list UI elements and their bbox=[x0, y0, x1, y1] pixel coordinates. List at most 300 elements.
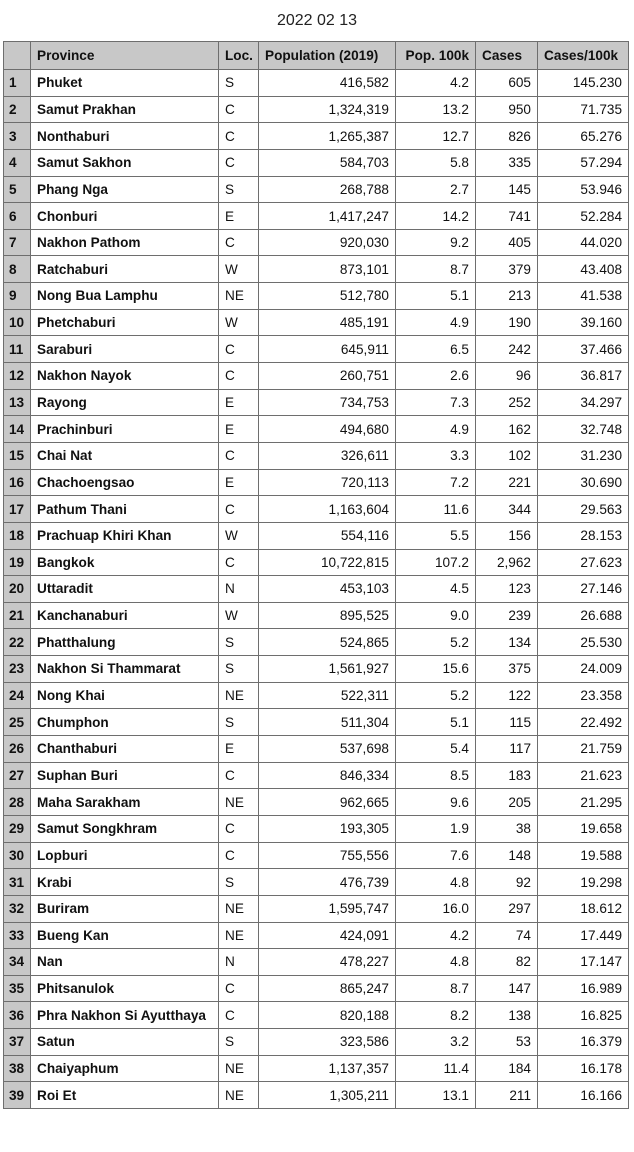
loc-column-header: Loc. bbox=[219, 42, 259, 70]
province-cell: Roi Et bbox=[31, 1082, 219, 1109]
row-index-cell: 9 bbox=[4, 283, 31, 310]
province-cell: Phetchaburi bbox=[31, 309, 219, 336]
loc-cell: C bbox=[219, 762, 259, 789]
table-row bbox=[4, 656, 629, 683]
population-cell: 873,101 bbox=[259, 256, 396, 283]
cases-cell: 379 bbox=[476, 256, 538, 283]
pop100k-cell: 8.2 bbox=[396, 1002, 476, 1029]
row-index-cell: 18 bbox=[4, 522, 31, 549]
pop100k-cell: 4.9 bbox=[396, 309, 476, 336]
population-cell: 846,334 bbox=[259, 762, 396, 789]
pop100k-cell: 7.3 bbox=[396, 389, 476, 416]
loc-cell: W bbox=[219, 522, 259, 549]
cases-cell: 162 bbox=[476, 416, 538, 443]
loc-cell: NE bbox=[219, 1082, 259, 1109]
row-index-cell: 29 bbox=[4, 815, 31, 842]
table-row bbox=[4, 283, 629, 310]
row-index-cell: 1 bbox=[4, 70, 31, 97]
cases-cell: 741 bbox=[476, 203, 538, 230]
cases-cell: 138 bbox=[476, 1002, 538, 1029]
province-cell: Chonburi bbox=[31, 203, 219, 230]
pop100k-cell: 4.8 bbox=[396, 869, 476, 896]
table-row bbox=[4, 442, 629, 469]
province-cell: Phra Nakhon Si Ayutthaya bbox=[31, 1002, 219, 1029]
cases-cell: 335 bbox=[476, 149, 538, 176]
cases-per-100k-cell: 65.276 bbox=[538, 123, 629, 150]
cases-cell: 211 bbox=[476, 1082, 538, 1109]
province-cell: Lopburi bbox=[31, 842, 219, 869]
pop100k-cell: 5.4 bbox=[396, 736, 476, 763]
row-index-cell: 38 bbox=[4, 1055, 31, 1082]
row-index-cell: 2 bbox=[4, 96, 31, 123]
cases-cell: 117 bbox=[476, 736, 538, 763]
cases-per-100k-cell: 52.284 bbox=[538, 203, 629, 230]
pop100k-cell: 4.9 bbox=[396, 416, 476, 443]
population-cell: 511,304 bbox=[259, 709, 396, 736]
province-cell: Suphan Buri bbox=[31, 762, 219, 789]
loc-cell: NE bbox=[219, 922, 259, 949]
cases-cell: 145 bbox=[476, 176, 538, 203]
cases-cell: 221 bbox=[476, 469, 538, 496]
loc-cell: C bbox=[219, 496, 259, 523]
table-row bbox=[4, 176, 629, 203]
row-index-cell: 35 bbox=[4, 975, 31, 1002]
cases-per-100k-cell: 21.759 bbox=[538, 736, 629, 763]
population-cell: 416,582 bbox=[259, 70, 396, 97]
table-row bbox=[4, 736, 629, 763]
province-cell: Samut Prakhan bbox=[31, 96, 219, 123]
table-row bbox=[4, 949, 629, 976]
cases-per-100k-cell: 71.735 bbox=[538, 96, 629, 123]
table-row bbox=[4, 895, 629, 922]
pop100k-cell: 8.7 bbox=[396, 975, 476, 1002]
cases-per-100k-cell: 57.294 bbox=[538, 149, 629, 176]
cases-per-100k-cell: 18.612 bbox=[538, 895, 629, 922]
province-cell: Pathum Thani bbox=[31, 496, 219, 523]
cases-cell: 74 bbox=[476, 922, 538, 949]
pop100k-cell: 8.7 bbox=[396, 256, 476, 283]
cases-cell: 213 bbox=[476, 283, 538, 310]
pop100k-cell: 16.0 bbox=[396, 895, 476, 922]
population-cell: 424,091 bbox=[259, 922, 396, 949]
table-row bbox=[4, 522, 629, 549]
table-row bbox=[4, 629, 629, 656]
pop100k-cell: 11.4 bbox=[396, 1055, 476, 1082]
pop100k-cell: 3.3 bbox=[396, 442, 476, 469]
row-index-cell: 33 bbox=[4, 922, 31, 949]
loc-cell: NE bbox=[219, 283, 259, 310]
row-index-cell: 30 bbox=[4, 842, 31, 869]
pop100k-cell: 7.6 bbox=[396, 842, 476, 869]
cases-per-100k-cell: 39.160 bbox=[538, 309, 629, 336]
pop100k-cell: 1.9 bbox=[396, 815, 476, 842]
population-cell: 268,788 bbox=[259, 176, 396, 203]
pop100k-cell: 4.8 bbox=[396, 949, 476, 976]
loc-cell: C bbox=[219, 96, 259, 123]
loc-cell: C bbox=[219, 549, 259, 576]
cases-per-100k-cell: 19.298 bbox=[538, 869, 629, 896]
population-cell: 755,556 bbox=[259, 842, 396, 869]
province-cases-table bbox=[3, 41, 629, 1109]
population-cell: 478,227 bbox=[259, 949, 396, 976]
index-column-header bbox=[4, 42, 31, 70]
table-row bbox=[4, 229, 629, 256]
pop100k-cell: 5.5 bbox=[396, 522, 476, 549]
cases-per-100k-column-header: Cases/100k bbox=[538, 42, 629, 70]
population-cell: 512,780 bbox=[259, 283, 396, 310]
table-row bbox=[4, 309, 629, 336]
pop100k-cell: 7.2 bbox=[396, 469, 476, 496]
cases-cell: 2,962 bbox=[476, 549, 538, 576]
population-cell: 323,586 bbox=[259, 1029, 396, 1056]
row-index-cell: 13 bbox=[4, 389, 31, 416]
table-row bbox=[4, 869, 629, 896]
cases-cell: 102 bbox=[476, 442, 538, 469]
cases-per-100k-cell: 31.230 bbox=[538, 442, 629, 469]
province-cell: Buriram bbox=[31, 895, 219, 922]
cases-cell: 53 bbox=[476, 1029, 538, 1056]
row-index-cell: 12 bbox=[4, 363, 31, 390]
cases-cell: 605 bbox=[476, 70, 538, 97]
province-cell: Nakhon Nayok bbox=[31, 363, 219, 390]
table-row bbox=[4, 815, 629, 842]
cases-cell: 950 bbox=[476, 96, 538, 123]
population-cell: 260,751 bbox=[259, 363, 396, 390]
cases-per-100k-cell: 41.538 bbox=[538, 283, 629, 310]
pop100k-cell: 9.0 bbox=[396, 602, 476, 629]
row-index-cell: 19 bbox=[4, 549, 31, 576]
province-cell: Kanchanaburi bbox=[31, 602, 219, 629]
population-cell: 1,417,247 bbox=[259, 203, 396, 230]
cases-per-100k-cell: 16.825 bbox=[538, 1002, 629, 1029]
loc-cell: C bbox=[219, 149, 259, 176]
row-index-cell: 11 bbox=[4, 336, 31, 363]
loc-cell: S bbox=[219, 70, 259, 97]
cases-per-100k-cell: 29.563 bbox=[538, 496, 629, 523]
cases-cell: 147 bbox=[476, 975, 538, 1002]
province-cell: Nong Khai bbox=[31, 682, 219, 709]
table-row bbox=[4, 842, 629, 869]
population-column-header: Population (2019) bbox=[259, 42, 396, 70]
loc-cell: S bbox=[219, 1029, 259, 1056]
cases-per-100k-cell: 43.408 bbox=[538, 256, 629, 283]
table-row bbox=[4, 363, 629, 390]
pop100k-cell: 13.1 bbox=[396, 1082, 476, 1109]
cases-per-100k-cell: 36.817 bbox=[538, 363, 629, 390]
table-row bbox=[4, 549, 629, 576]
cases-per-100k-cell: 19.658 bbox=[538, 815, 629, 842]
cases-cell: 92 bbox=[476, 869, 538, 896]
pop100k-cell: 5.1 bbox=[396, 709, 476, 736]
province-cell: Phatthalung bbox=[31, 629, 219, 656]
province-cell: Saraburi bbox=[31, 336, 219, 363]
province-cell: Chaiyaphum bbox=[31, 1055, 219, 1082]
cases-per-100k-cell: 16.379 bbox=[538, 1029, 629, 1056]
pop100k-cell: 15.6 bbox=[396, 656, 476, 683]
pop100k-cell: 14.2 bbox=[396, 203, 476, 230]
cases-cell: 115 bbox=[476, 709, 538, 736]
province-cell: Samut Songkhram bbox=[31, 815, 219, 842]
cases-cell: 82 bbox=[476, 949, 538, 976]
row-index-cell: 16 bbox=[4, 469, 31, 496]
population-cell: 584,703 bbox=[259, 149, 396, 176]
cases-per-100k-cell: 17.449 bbox=[538, 922, 629, 949]
table-header-row bbox=[4, 42, 629, 70]
row-index-cell: 5 bbox=[4, 176, 31, 203]
cases-cell: 297 bbox=[476, 895, 538, 922]
pop100k-cell: 6.5 bbox=[396, 336, 476, 363]
loc-cell: N bbox=[219, 576, 259, 603]
loc-cell: C bbox=[219, 1002, 259, 1029]
loc-cell: N bbox=[219, 949, 259, 976]
population-cell: 1,305,211 bbox=[259, 1082, 396, 1109]
cases-cell: 122 bbox=[476, 682, 538, 709]
pop100k-cell: 12.7 bbox=[396, 123, 476, 150]
cases-per-100k-cell: 16.989 bbox=[538, 975, 629, 1002]
population-cell: 720,113 bbox=[259, 469, 396, 496]
table-row bbox=[4, 789, 629, 816]
report-date-title: 2022 02 13 bbox=[276, 12, 358, 29]
loc-cell: E bbox=[219, 736, 259, 763]
table-row bbox=[4, 256, 629, 283]
table-row bbox=[4, 1002, 629, 1029]
row-index-cell: 25 bbox=[4, 709, 31, 736]
loc-cell: NE bbox=[219, 895, 259, 922]
cases-per-100k-cell: 26.688 bbox=[538, 602, 629, 629]
pop100k-cell: 11.6 bbox=[396, 496, 476, 523]
row-index-cell: 3 bbox=[4, 123, 31, 150]
cases-cell: 156 bbox=[476, 522, 538, 549]
cases-cell: 239 bbox=[476, 602, 538, 629]
province-cell: Chumphon bbox=[31, 709, 219, 736]
cases-per-100k-cell: 30.690 bbox=[538, 469, 629, 496]
population-cell: 865,247 bbox=[259, 975, 396, 1002]
cases-per-100k-cell: 16.178 bbox=[538, 1055, 629, 1082]
table-row bbox=[4, 975, 629, 1002]
cases-per-100k-cell: 53.946 bbox=[538, 176, 629, 203]
loc-cell: E bbox=[219, 389, 259, 416]
province-cell: Phuket bbox=[31, 70, 219, 97]
table-row bbox=[4, 336, 629, 363]
pop100k-cell: 8.5 bbox=[396, 762, 476, 789]
row-index-cell: 20 bbox=[4, 576, 31, 603]
table-row bbox=[4, 203, 629, 230]
row-index-cell: 23 bbox=[4, 656, 31, 683]
row-index-cell: 17 bbox=[4, 496, 31, 523]
population-cell: 1,561,927 bbox=[259, 656, 396, 683]
table-row bbox=[4, 682, 629, 709]
population-cell: 734,753 bbox=[259, 389, 396, 416]
loc-cell: C bbox=[219, 336, 259, 363]
cases-per-100k-cell: 145.230 bbox=[538, 70, 629, 97]
loc-cell: NE bbox=[219, 682, 259, 709]
pop100k-cell: 2.7 bbox=[396, 176, 476, 203]
cases-cell: 148 bbox=[476, 842, 538, 869]
province-cell: Bueng Kan bbox=[31, 922, 219, 949]
row-index-cell: 6 bbox=[4, 203, 31, 230]
province-cell: Prachinburi bbox=[31, 416, 219, 443]
table-row bbox=[4, 709, 629, 736]
cases-per-100k-cell: 22.492 bbox=[538, 709, 629, 736]
cases-per-100k-cell: 34.297 bbox=[538, 389, 629, 416]
table-body bbox=[4, 70, 629, 1109]
loc-cell: S bbox=[219, 656, 259, 683]
loc-cell: C bbox=[219, 842, 259, 869]
population-cell: 494,680 bbox=[259, 416, 396, 443]
pop100k-cell: 3.2 bbox=[396, 1029, 476, 1056]
row-index-cell: 31 bbox=[4, 869, 31, 896]
loc-cell: C bbox=[219, 442, 259, 469]
cases-cell: 344 bbox=[476, 496, 538, 523]
row-index-cell: 21 bbox=[4, 602, 31, 629]
pop100k-cell: 5.1 bbox=[396, 283, 476, 310]
table-row bbox=[4, 416, 629, 443]
province-cell: Rayong bbox=[31, 389, 219, 416]
cases-per-100k-cell: 27.623 bbox=[538, 549, 629, 576]
loc-cell: S bbox=[219, 629, 259, 656]
cases-column-header: Cases bbox=[476, 42, 538, 70]
province-cell: Maha Sarakham bbox=[31, 789, 219, 816]
cases-per-100k-cell: 37.466 bbox=[538, 336, 629, 363]
table-row bbox=[4, 1055, 629, 1082]
cases-cell: 134 bbox=[476, 629, 538, 656]
population-cell: 1,137,357 bbox=[259, 1055, 396, 1082]
table-row bbox=[4, 389, 629, 416]
loc-cell: W bbox=[219, 256, 259, 283]
row-index-cell: 36 bbox=[4, 1002, 31, 1029]
province-cell: Samut Sakhon bbox=[31, 149, 219, 176]
pop100k-cell: 5.8 bbox=[396, 149, 476, 176]
loc-cell: S bbox=[219, 176, 259, 203]
cases-per-100k-cell: 44.020 bbox=[538, 229, 629, 256]
population-cell: 524,865 bbox=[259, 629, 396, 656]
loc-cell: C bbox=[219, 815, 259, 842]
loc-cell: S bbox=[219, 869, 259, 896]
province-cell: Nakhon Si Thammarat bbox=[31, 656, 219, 683]
table-row bbox=[4, 1082, 629, 1109]
pop100k-cell: 2.6 bbox=[396, 363, 476, 390]
population-cell: 10,722,815 bbox=[259, 549, 396, 576]
population-cell: 1,595,747 bbox=[259, 895, 396, 922]
population-cell: 1,265,387 bbox=[259, 123, 396, 150]
cases-per-100k-cell: 16.166 bbox=[538, 1082, 629, 1109]
province-cell: Chanthaburi bbox=[31, 736, 219, 763]
cases-cell: 123 bbox=[476, 576, 538, 603]
province-cell: Nakhon Pathom bbox=[31, 229, 219, 256]
loc-cell: C bbox=[219, 123, 259, 150]
table-row bbox=[4, 496, 629, 523]
cases-per-100k-cell: 25.530 bbox=[538, 629, 629, 656]
cases-cell: 205 bbox=[476, 789, 538, 816]
table-row bbox=[4, 1029, 629, 1056]
row-index-cell: 32 bbox=[4, 895, 31, 922]
population-cell: 485,191 bbox=[259, 309, 396, 336]
row-index-cell: 10 bbox=[4, 309, 31, 336]
pop100k-cell: 9.2 bbox=[396, 229, 476, 256]
province-cell: Krabi bbox=[31, 869, 219, 896]
cases-cell: 242 bbox=[476, 336, 538, 363]
pop100k-cell: 4.5 bbox=[396, 576, 476, 603]
cases-per-100k-cell: 17.147 bbox=[538, 949, 629, 976]
table-row bbox=[4, 762, 629, 789]
population-cell: 193,305 bbox=[259, 815, 396, 842]
population-cell: 962,665 bbox=[259, 789, 396, 816]
table-row bbox=[4, 469, 629, 496]
cases-per-100k-cell: 19.588 bbox=[538, 842, 629, 869]
loc-cell: E bbox=[219, 203, 259, 230]
province-cell: Phang Nga bbox=[31, 176, 219, 203]
population-cell: 820,188 bbox=[259, 1002, 396, 1029]
population-cell: 895,525 bbox=[259, 602, 396, 629]
pop100k-cell: 4.2 bbox=[396, 70, 476, 97]
table-row bbox=[4, 96, 629, 123]
loc-cell: W bbox=[219, 602, 259, 629]
row-index-cell: 34 bbox=[4, 949, 31, 976]
loc-cell: C bbox=[219, 363, 259, 390]
row-index-cell: 4 bbox=[4, 149, 31, 176]
cases-per-100k-cell: 24.009 bbox=[538, 656, 629, 683]
row-index-cell: 37 bbox=[4, 1029, 31, 1056]
province-cell: Chachoengsao bbox=[31, 469, 219, 496]
cases-per-100k-cell: 27.146 bbox=[538, 576, 629, 603]
population-cell: 554,116 bbox=[259, 522, 396, 549]
province-cell: Nong Bua Lamphu bbox=[31, 283, 219, 310]
population-cell: 453,103 bbox=[259, 576, 396, 603]
province-cell: Chai Nat bbox=[31, 442, 219, 469]
loc-cell: S bbox=[219, 709, 259, 736]
cases-cell: 826 bbox=[476, 123, 538, 150]
cases-cell: 38 bbox=[476, 815, 538, 842]
cases-per-100k-cell: 23.358 bbox=[538, 682, 629, 709]
cases-cell: 252 bbox=[476, 389, 538, 416]
province-cell: Nan bbox=[31, 949, 219, 976]
cases-cell: 96 bbox=[476, 363, 538, 390]
cases-cell: 405 bbox=[476, 229, 538, 256]
loc-cell: C bbox=[219, 229, 259, 256]
population-cell: 1,163,604 bbox=[259, 496, 396, 523]
population-cell: 645,911 bbox=[259, 336, 396, 363]
cases-cell: 184 bbox=[476, 1055, 538, 1082]
population-cell: 522,311 bbox=[259, 682, 396, 709]
province-column-header: Province bbox=[31, 42, 219, 70]
population-cell: 1,324,319 bbox=[259, 96, 396, 123]
table-row bbox=[4, 149, 629, 176]
province-cell: Ratchaburi bbox=[31, 256, 219, 283]
row-index-cell: 39 bbox=[4, 1082, 31, 1109]
cases-cell: 190 bbox=[476, 309, 538, 336]
cases-per-100k-cell: 32.748 bbox=[538, 416, 629, 443]
cases-per-100k-cell: 21.623 bbox=[538, 762, 629, 789]
row-index-cell: 22 bbox=[4, 629, 31, 656]
loc-cell: NE bbox=[219, 789, 259, 816]
cases-cell: 183 bbox=[476, 762, 538, 789]
province-cell: Nonthaburi bbox=[31, 123, 219, 150]
population-cell: 537,698 bbox=[259, 736, 396, 763]
pop100k-cell: 5.2 bbox=[396, 682, 476, 709]
row-index-cell: 15 bbox=[4, 442, 31, 469]
loc-cell: NE bbox=[219, 1055, 259, 1082]
cases-per-100k-cell: 28.153 bbox=[538, 522, 629, 549]
pop100k-column-header: Pop. 100k bbox=[396, 42, 476, 70]
loc-cell: E bbox=[219, 469, 259, 496]
table-row bbox=[4, 576, 629, 603]
cases-per-100k-cell: 21.295 bbox=[538, 789, 629, 816]
population-cell: 920,030 bbox=[259, 229, 396, 256]
row-index-cell: 14 bbox=[4, 416, 31, 443]
province-cell: Phitsanulok bbox=[31, 975, 219, 1002]
table-row bbox=[4, 922, 629, 949]
pop100k-cell: 4.2 bbox=[396, 922, 476, 949]
